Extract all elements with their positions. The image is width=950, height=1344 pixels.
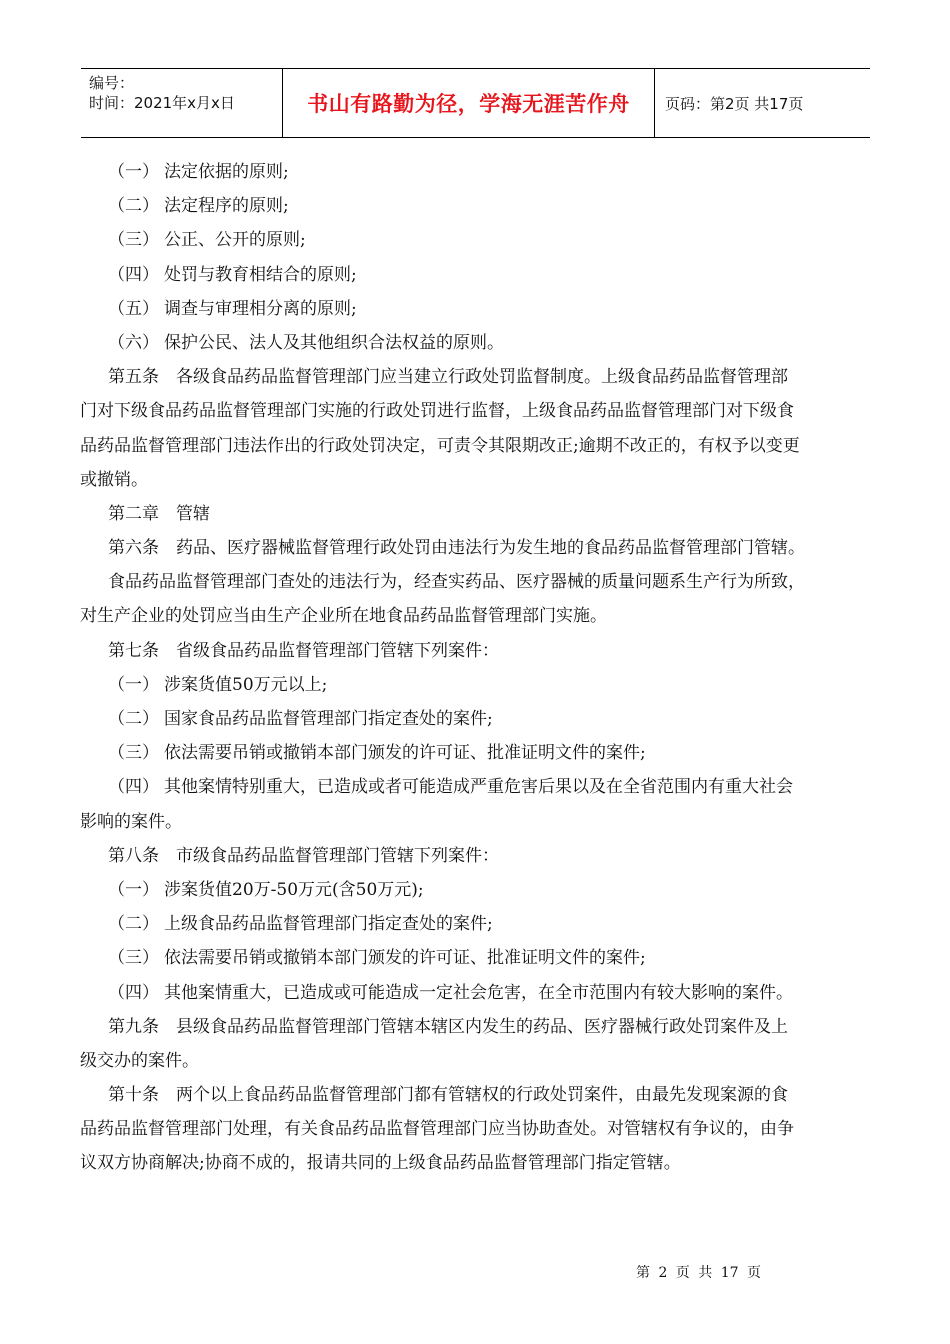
document-date-label: 时间：2021年x月x日: [89, 94, 235, 112]
article-5: 第五条 各级食品药品监督管理部门应当建立行政处罚监督制度。上级食品药品监督管理部 门对下级食品药品监督管理部门实施的行政处罚进行监督，上级食品药品监督管理部门对下级食 品药品监督管理部门违法作出的行政处罚决定，可责令其限期改正;逾期不改正的，有权予以变更 或撤销。: [80, 367, 800, 490]
page-header: [81, 68, 870, 138]
list-item-continuation: 影响的案件。: [80, 811, 182, 832]
header-page-number: 页码：第2页 共17页: [665, 94, 804, 113]
list-item: （四） 其他案情特别重大，已造成或者可能造成严重危害后果以及在全省范围内有重大社会: [108, 777, 793, 798]
document-number-label: 编号：: [89, 74, 135, 92]
list-item: （四） 其他案情重大，已造成或可能造成一定社会危害，在全市范围内有较大影响的案件。: [108, 982, 793, 1003]
article-10: 第十条 两个以上食品药品监督管理部门都有管辖权的行政处罚案件，由最先发现案源的食 品药品监督管理部门处理，有关食品药品监督管理部门应当协助查处。对管辖权有争议的，由争 议双方协商解决;协商不成的，报请共同的上级食品药品监督管理部门指定管辖。: [80, 1085, 794, 1174]
article-9: 第九条 县级食品药品监督管理部门管辖本辖区内发生的药品、医疗器械行政处罚案件及上 级交办的案件。: [80, 1016, 788, 1071]
page-footer: 第 2 页 共 17 页: [636, 1265, 761, 1281]
list-item: （一） 法定依据的原则;: [108, 162, 289, 182]
article-6: 第六条 药品、医疗器械监督管理行政处罚由违法行为发生地的食品药品监督管理部门管辖。 食品药品监督管理部门查处的违法行为，经查实药品、医疗器械的质量问题系生产行为所致， 对生产企业的处罚应当由生产企业所在地食品药品监督管理部门实施。: [80, 538, 805, 627]
document-body: [80, 155, 878, 1181]
list-item: （一） 涉案货值20万-50万元(含50万元);: [108, 879, 424, 900]
chapter-heading: 第二章 管辖: [108, 503, 210, 524]
list-item: （二） 法定程序的原则;: [108, 196, 289, 217]
header-meta: [81, 69, 283, 137]
list-item: （三） 依法需要吊销或撤销本部门颁发的许可证、批准证明文件的案件;: [108, 743, 646, 764]
list-item: （四） 处罚与教育相结合的原则;: [108, 264, 357, 285]
list-item: （一） 涉案货值50万元以上;: [108, 674, 328, 695]
list-item: （二） 国家食品药品监督管理部门指定查处的案件;: [108, 709, 493, 729]
list-item: （三） 公正、公开的原则;: [108, 230, 306, 251]
list-item: （三） 依法需要吊销或撤销本部门颁发的许可证、批准证明文件的案件;: [108, 948, 646, 969]
article-8: 第八条 市级食品药品监督管理部门管辖下列案件：: [108, 845, 499, 866]
list-item: （五） 调查与审理相分离的原则;: [108, 298, 357, 319]
article-7: 第七条 省级食品药品监督管理部门管辖下列案件：: [108, 640, 499, 661]
list-item: （六） 保护公民、法人及其他组织合法权益的原则。: [108, 332, 504, 353]
header-motto: 书山有路勤为径，学海无涯苦作舟: [283, 69, 655, 137]
list-item: （二） 上级食品药品监督管理部门指定查处的案件;: [108, 914, 493, 935]
